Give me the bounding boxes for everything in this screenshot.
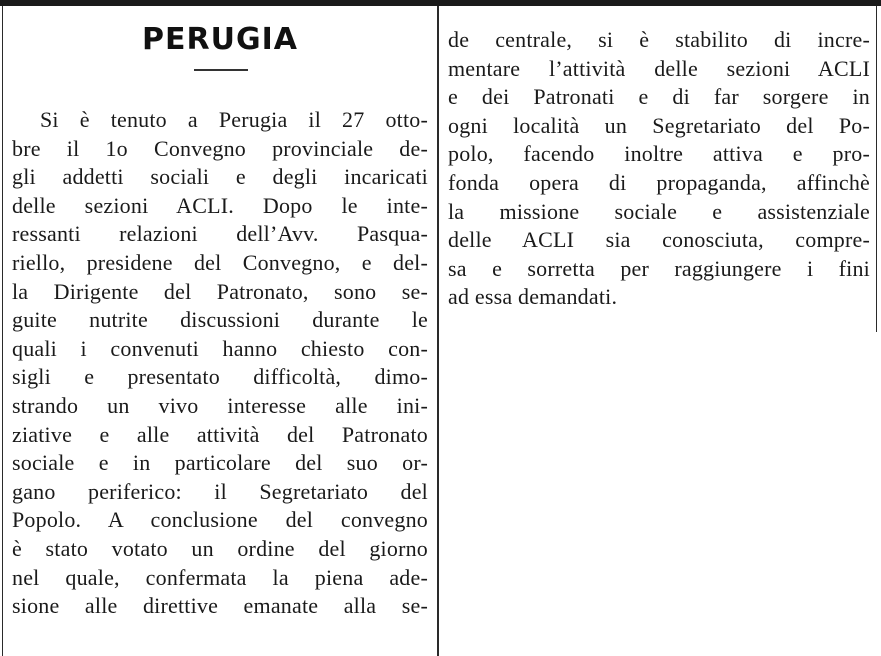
- top-rule: [0, 0, 881, 6]
- text-line: Popolo. A conclusione del convegno: [12, 507, 428, 533]
- text-line: gano periferico: il Segretariato del: [12, 478, 428, 504]
- text-line: e dei Patronati e di far sorgere in: [448, 84, 870, 110]
- text-line: delle ACLI sia conosciuta, compre-: [448, 227, 870, 253]
- text-line: sione alle direttive emanate alla se-: [12, 593, 428, 619]
- text-line: sa e sorretta per raggiungere i fini: [448, 255, 870, 281]
- text-line: nel quale, confermata la piena ade-: [12, 564, 428, 590]
- article-body-right-column: [448, 26, 870, 312]
- text-line: riello, presidene del Convegno, e del-: [12, 249, 428, 275]
- text-line: la missione sociale e assistenziale: [448, 198, 870, 224]
- text-line: mentare l’attività delle sezioni ACLI: [448, 55, 870, 81]
- title-underline: [194, 69, 248, 71]
- text-line: de centrale, si è stabilito di incre-: [448, 27, 870, 52]
- text-line: bre il 1o Convegno provinciale de-: [12, 135, 428, 161]
- text-line: sigli e presentato difficoltà, dimo-: [12, 364, 428, 390]
- left-column-rule: [2, 6, 3, 656]
- text-line: fonda opera di propaganda, affinchè: [448, 169, 870, 195]
- text-line: ad essa demandati.: [448, 284, 618, 310]
- text-line: delle sezioni ACLI. Dopo le inte-: [12, 192, 428, 218]
- column-divider: [437, 6, 439, 656]
- text-line: strando un vivo interesse alle ini-: [12, 392, 428, 418]
- text-line: è stato votato un ordine del giorno: [12, 535, 428, 561]
- text-line: ziative e alle attività del Patronato: [12, 421, 428, 447]
- article-body-left-column: [12, 106, 428, 621]
- text-line: quali i convenuti hanno chiesto con-: [12, 335, 428, 361]
- article-title: PERUGIA: [142, 22, 298, 57]
- text-line: gli addetti sociali e degli incaricati: [12, 164, 428, 190]
- text-line: Si è tenuto a Perugia il 27 otto-: [40, 107, 428, 132]
- text-line: la Dirigente del Patronato, sono se-: [12, 278, 428, 304]
- text-line: ogni località un Segretariato del Po-: [448, 112, 870, 138]
- text-line: polo, facendo inoltre attiva e pro-: [448, 141, 870, 167]
- text-line: sociale e in particolare del suo or-: [12, 450, 428, 476]
- text-line: ressanti relazioni dell’Avv. Pasqua-: [12, 221, 428, 247]
- right-column-rule: [876, 6, 877, 332]
- text-line: guite nutrite discussioni durante le: [12, 307, 428, 333]
